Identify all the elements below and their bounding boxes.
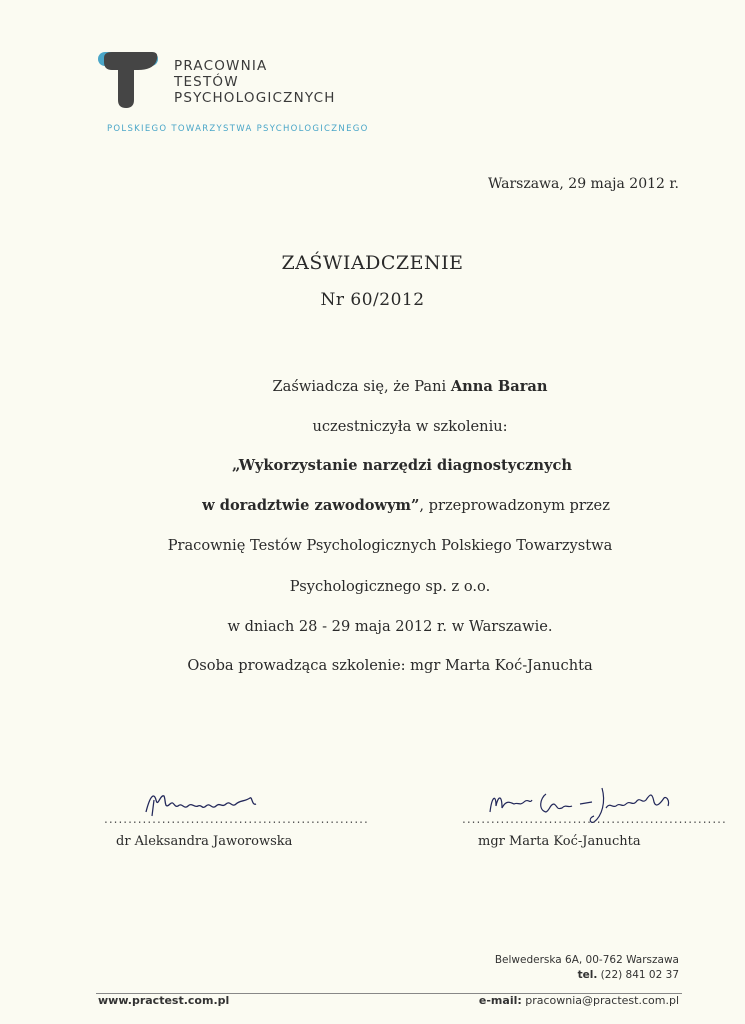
practest-logo-icon [98,50,158,108]
signature-right-name: mgr Marta Koć-Januchta [478,834,641,849]
body-line-1 [40,378,745,395]
course-title-1: „Wykorzystanie narzędzi diagnostycznych [232,457,572,474]
document-title: ZAŚWIADCZENIE [281,252,464,274]
body-line-7: Osoba prowadząca szkolenie: mgr Marta Koć-Januchta [187,657,593,674]
body-line-3 [36,497,745,514]
line3-suffix: , przeprowadzonym przez [419,497,610,514]
footer-address-block [495,953,679,983]
signature-right-dots: ....................................................... [462,812,727,826]
logo-wordmark [174,58,336,106]
document-date: Warszawa, 29 maja 2012 r. [487,176,679,192]
footer-address: Belwederska 6A, 00-762 Warszawa [494,954,679,966]
body-line-2: uczestniczyła w szkoleniu: [312,418,508,435]
tel-value: (22) 841 02 37 [597,969,679,981]
logo-line-3: PSYCHOLOGICZNYCH [174,90,336,106]
footer-website [98,994,229,1007]
body-line-6: w dniach 28 - 29 maja 2012 r. w Warszawie. [227,618,553,635]
course-title-2: w doradztwie zawodowym” [202,497,420,514]
email-label: e-mail: [478,994,522,1007]
footer-email [479,994,679,1007]
recipient-name: Anna Baran [450,378,548,395]
logo-subtitle: POLSKIEGO TOWARZYSTWA PSYCHOLOGICZNEGO [107,124,369,134]
logo-line-2: TESTÓW [174,74,239,90]
signature-left-name: dr Aleksandra Jaworowska [116,834,293,849]
logo-line-1: PRACOWNIA [174,58,268,74]
body-line-5: Psychologicznego sp. z o.o. [289,578,491,595]
signature-left-dots: ....................................................... [104,812,369,826]
course-title-line-1 [32,457,745,474]
line1-prefix: Zaświadcza się, że Pani [272,378,451,395]
body-line-4: Pracownię Testów Psychologicznych Polskiego Towarzystwa [167,537,613,554]
footer-tel [495,968,679,983]
document-number: Nr 60/2012 [320,290,425,310]
tel-label: tel. [577,969,598,981]
website-text: www.practest.com.pl [98,994,230,1007]
email-value: pracownia@practest.com.pl [521,994,679,1007]
